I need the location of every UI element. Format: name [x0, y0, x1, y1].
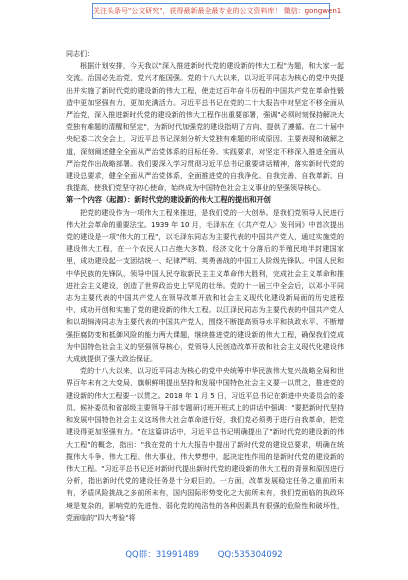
- banner-text: 关注头条号"公文研究"，获得最新最全最专业的公文资料库！: [93, 7, 282, 15]
- greeting: 同志们：: [66, 50, 94, 58]
- document-body: [66, 48, 344, 524]
- page-footer: [0, 548, 408, 560]
- section-paragraph: 党的十八大以来，以习近平同志为核心的党中央统筹中华民族伟大复兴战略全局和世界百年未有之大变局，旗帜鲜明提出坚持和发展中国特色社会主义要一以贯之，推进党的建设新的伟大工程要一以贯之。2018 年 1 月 5 日，习近平总书记在新进中央委员会的委员、候补委员和省部级主要领导干部专题研讨班开班式上的讲话中强调："要把新时代坚持和发展中国特色社会主义这场伟大社会革命进行好，我们党必须勇于进行自我革命，把党建设得更加坚强有力。"在这篇讲话中，习近平总书记明确提出了"新时代党的建设新的伟大工程"的概念，指出："我在党的十九大报告中提出了新时代党的建设总要求，明确在统揽伟大斗争、伟大工程、伟大事业、伟大梦想中，起决定性作用的是新时代党的建设新的伟大工程。"习近平总书记还对新时代提出新时代党的建设新的伟大工程的背景和原因进行分析，指出新时代党的建设任务是十分艰巨的。一方面，改革发展稳定任务之重前所未有，矛盾风险挑战之多前所未有，国内国际形势变化之大前所未有，我们党面临的执政环境是复杂的，影响党的先进性、弱化党的纯洁性的各种因素具有很强的危险性和破坏性，党面临的"四大考验"将: [66, 367, 344, 522]
- section-heading: 第一个内容（起源）：新时代党的建设新的伟大工程的提出和开创: [66, 195, 271, 205]
- footer-qq-contact: QQ:535304092: [217, 550, 283, 560]
- promo-banner: [92, 3, 342, 19]
- section-paragraph: 把党的建设作为一项伟大工程来推进，是我们党的一大创举。是我们党领导人民进行伟大社会革命的重要法宝。1939 年 10 月，毛泽东在《〈共产党人〉发刊词》中首次提出党的建设是一项"伟大的工程"，以毛泽东同志为主要代表的中国共产党人，通过实施党的建设伟大工程，在一个农民人口占绝大多数、经济文化十分落后的半殖民地半封建国家里，成功建设起一支团结统一、纪律严明、英勇善战的中国工人阶级先锋队。中国人民和中华民族的先锋队，领导中国人民夺取新民主主义革命伟大胜利，完成社会主义革命和推进社会主义建设，创造了世界政治史上罕见的壮举。党的十一届三中全会后，以邓小平同志为主要代表的中国共产党人在领导改革开放和社会主义现代化建设新局面的历史进程中，成功开创和实施了党的建设新的伟大工程。以江泽民同志为主要代表的中国共产党人和以胡锦涛同志为主要代表的中国共产党人，围绕不断提高领导水平和执政水平、不断增强拒腐防变和抵御风险的能力两大课题，继续推进党的建设新的伟大工程，确保我们党成为中国特色社会主义的坚强领导核心，党领导人民创造改革开放和社会主义现代化建设伟大成就提供了强大政治保证。: [66, 208, 344, 364]
- banner-wechat: 微信：gongwen1: [283, 7, 342, 15]
- footer-qq-group: QQ群：31991489: [125, 550, 200, 560]
- intro-paragraph: 根据计划安排，今天我以"深入推进新时代党的建设新的伟大工程"为题，和大家一起交流。治国必先治党，党兴才能国强。党的十八大以来，以习近平同志为核心的党中央提出并实施了新时代党的建设新的伟大工程，使走过百年奋斗历程的中国共产党在革命性锻造中更加坚强有力，更加充满活力。习近平总书记在党的二十大报告中对坚定不移全面从严治党，深入推进新时代党的建设新的伟大工程作出重要部署，强调"必须时刻保持解决大党独有难题的清醒和坚定"，为新时代加强党的建设指明了方向、提供了遵循。在二十届中央纪委二次全会上，习近平总书记深刻分析大党独有难题的形成原因、主要表现和破解之道，深刻阐述健全全面从严治党体系的目标任务、实践要求，对坚定不移深入推进全面从严治党作出战略部署。我们要深入学习贯彻习近平总书记重要讲话精神，落实新时代党的建设总要求，健全全面从严治党体系，全面推进党的自我净化、自我完善、自我革新、自我提高，使我们党坚守初心使命，始终成为中国特色社会主义事业的坚强领导核心。: [66, 62, 344, 193]
